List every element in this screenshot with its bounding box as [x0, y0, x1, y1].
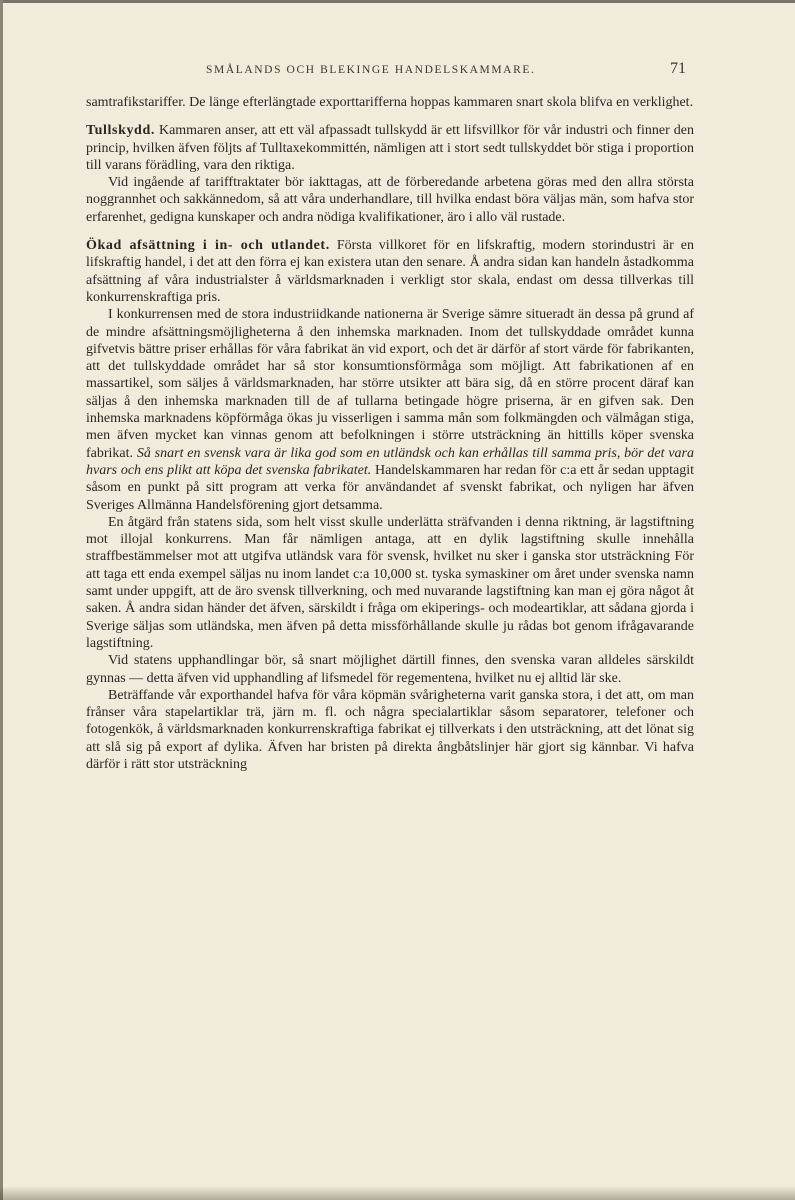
paragraph: [86, 306, 694, 514]
paragraph: Beträffande vår exporthandel hafva för våra köpmän svårigheterna varit ganska stora, i det att, om man frånser våra stapelartiklar trä, järn m. fl. och några specialartiklar såsom separatorer, telefoner och fotogenkök, å världsmarknaden konkurrenskraftiga fabrikat ej tillverkats i den utsträckning, att det lönat sig att slå sig på export af dylika. Äfven har bristen på direkta ångbåtslinjer här gjort sig kännbar. Vi hafva därför i rätt stor utsträckning: [86, 687, 694, 772]
section-heading-tullskydd: Tullskydd.: [86, 123, 155, 139]
page-binding-edge: [0, 0, 3, 1200]
paragraph: En åtgärd från statens sida, som helt visst skulle underlätta sträfvanden i denna riktning, är lagstiftning mot illojal konkurrens. Man får nämligen antaga, att en dylik lagstiftning skulle innehålla straffbestämmelser mot att utgifva utländsk vara för svensk, hvilket nu sker i ganska stor utsträckning För att taga ett enda exempel säljas nu inom landet c:a 10,000 st. tyska symaskiner om året under svenska namn samt under uppgift, att de äro svensk tillverkning, och med nuvarande lagstiftning kan man ej göra något åt saken. Å andra sidan händer det äfven, särskildt i fråga om ekiperings- och modeartiklar, att sådana gjorda i Sverige säljas som utländska, men äfven på detta missförhållande skulle ju rådas bot genom ifrågavarande lagstiftning.: [86, 514, 694, 651]
page-header: [86, 60, 686, 82]
italic-emphasis: Så snart en svensk vara är lika god som en utländsk och kan erhållas till samma pris, bör det vara hvars och ens plikt att köpa det svenska fabrikatet.: [86, 445, 695, 478]
page-number: 71: [670, 60, 686, 77]
paragraph-text: Första villkoret för en lifskraftig, modern storindustri är en lifskraftig handel, i det att den förra ej kan existera utan den senare. Å andra sidan kan handeln åstadkomma afsättning af våra industrialster å världsmarknaden i verkligt stor skala, endast om dessa tillverkas till konkurrenskraftiga pris.: [86, 238, 695, 305]
paragraph-text: Kammaren anser, att ett väl afpassadt tullskydd är ett lifsvillkor för vår industri och finner den princip, hvilken äfven följts af Tulltaxekommittén, nämligen att i stort sedt tullskyddet bör stiga i proportion till varans förädling, vara den riktiga.: [86, 123, 694, 173]
paragraph: Vid statens upphandlingar bör, så snart möjlighet därtill finnes, den svenska varan alldeles särskildt gynnas — detta äfven vid upphandling af lifsmedel för regementena, hvilket nu ej alltid lär ske.: [86, 653, 694, 686]
paragraph: Vid ingående af tarifftraktater bör iakttagas, att de förberedande arbetena göras med den allra största noggrannhet och sakkännedom, så att våra underhandlare, till hvilka endast böra väljas män, som hafva stor erfarenhet, gedigna kunskaper och andra nödiga kvalifikationer, äro i allo väl rustade.: [86, 175, 694, 225]
body-text: [86, 94, 694, 773]
page-bottom-shadow: [0, 1186, 795, 1200]
paragraph: [86, 122, 694, 174]
paragraph-text: Handelskammaren har redan för c:a ett år sedan upptagit såsom en punkt på sitt program att verka för användandet af svenskt fabrikat, och nyligen har äfven Sveriges Allmänna Handelsförening gjort detsamma.: [86, 462, 694, 513]
paragraph: samtrafikstariffer. De länge efterlängtade exporttarifferna hoppas kammaren snart skola blifva en verklighet.: [86, 95, 694, 110]
running-head: SMÅLANDS OCH BLEKINGE HANDELSKAMMARE.: [206, 64, 536, 76]
paragraph: [86, 237, 694, 306]
section-heading-okad-afsattning: Ökad afsättning i in- och utlandet.: [86, 238, 330, 254]
paragraph-text: I konkurrensen med de stora industriidkande nationerna är Sverige sämre situeradt än dessa på grund af de mindre afsättningsmöjligheterna å den inhemska marknaden. Inom det tullskyddade området kunna gifvetvis bättre priser erhållas för våra fabrikat än vid export, och det är därför af stort värde för fabrikanten, att det tullskyddade området har så stor konsumtionsförmåga som möjligt. Att fabrikationen af en massartikel, som säljes å världsmarknaden, har större utsikter att bära sig, då en större procent däraf kan säljas å den inhemska marknaden till de af tullarna betingade högre priserna, är en gifven sak. Den inhemska marknadens köpförmåga ökas ju visserligen i samma mån som folkmängden och välmågan stiga, men äfven mycket kan vinnas genom att befolkningen i större utsträckning än hittills köper svenska fabrikat.: [86, 307, 694, 461]
page-top-edge: [0, 0, 795, 3]
